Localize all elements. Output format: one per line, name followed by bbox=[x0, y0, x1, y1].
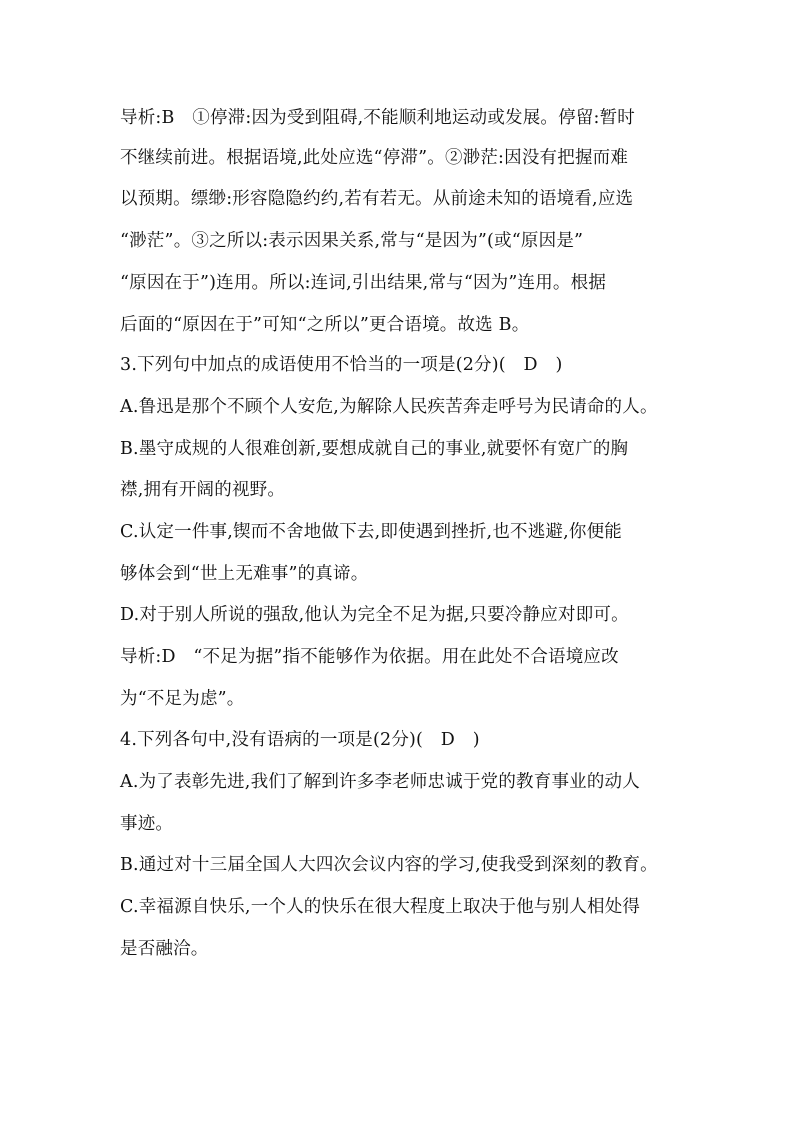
question-4-option-a-line-2: 事迹。 bbox=[120, 814, 174, 834]
analysis-q3-line-1: 导析:D “不足为据”指不能够作为依据。用在此处不合语境应改 bbox=[120, 647, 619, 667]
question-3-option-b-line-2: 襟,拥有开阔的视野。 bbox=[120, 480, 286, 500]
question-3-option-a: A.鲁迅是那个不顾个人安危,为解除人民疾苦奔走呼号为民请命的人。 bbox=[120, 397, 658, 417]
analysis-q2-line-4: “渺茫”。③之所以:表示因果关系,常与“是因为”(或“原因是” bbox=[120, 231, 584, 251]
question-3-option-d: D.对于别人所说的强敌,他认为完全不足为据,只要冷静应对即可。 bbox=[120, 605, 629, 625]
analysis-q2-line-6: 后面的“原因在于”可知“之所以”更合语境。故选 B。 bbox=[120, 315, 530, 335]
analysis-q2-line-3: 以预期。缥缈:形容隐隐约约,若有若无。从前途未知的语境看,应选 bbox=[120, 189, 634, 209]
analysis-q2-line-1: 导析:B ①停滞:因为受到阻碍,不能顺利地运动或发展。停留:暂时 bbox=[120, 108, 636, 128]
question-4-option-c-line-2: 是否融洽。 bbox=[120, 939, 209, 959]
question-3-stem: 3.下列句中加点的成语使用不恰当的一项是(2分)( D ) bbox=[120, 355, 563, 375]
analysis-q2-line-5: “原因在于”)连用。所以:连词,引出结果,常与“因为”连用。根据 bbox=[120, 273, 607, 293]
question-4-option-a-line-1: A.为了表彰先进,我们了解到许多李老师忠诚于党的教育事业的动人 bbox=[120, 772, 640, 792]
question-3-option-b-line-1: B.墨守成规的人很难创新,要想成就自己的事业,就要怀有宽广的胸 bbox=[120, 439, 629, 459]
question-4-option-b: B.通过对十三届全国人大四次会议内容的学习,使我受到深刻的教育。 bbox=[120, 855, 658, 875]
question-4-option-c-line-1: C.幸福源自快乐,一个人的快乐在很大程度上取决于他与别人相处得 bbox=[120, 897, 641, 917]
analysis-q3-line-2: 为“不足为虑”。 bbox=[120, 689, 245, 709]
question-4-stem: 4.下列各句中,没有语病的一项是(2分)( D ) bbox=[120, 730, 480, 750]
question-3-option-c-line-2: 够体会到“世上无难事”的真谛。 bbox=[120, 564, 369, 584]
analysis-q2-line-2: 不继续前进。根据语境,此处应选“停滞”。②渺茫:因没有把握而难 bbox=[120, 148, 629, 168]
question-3-option-c-line-1: C.认定一件事,锲而不舍地做下去,即使遇到挫折,也不逃避,你便能 bbox=[120, 522, 622, 542]
